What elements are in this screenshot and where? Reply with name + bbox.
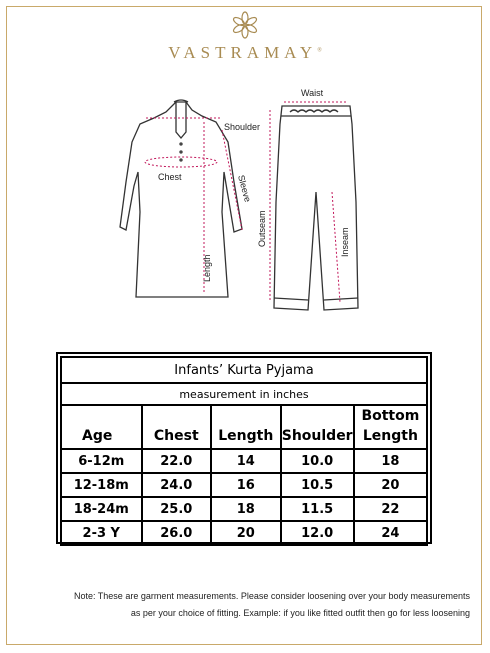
waist-label: Waist: [301, 88, 324, 98]
table-row: 18-24m 25.0 18 11.5 22: [61, 497, 427, 521]
outseam-label: Outseam: [257, 210, 267, 247]
note-line-2: as per your choice of fitting. Example: if you like fitted outfit then go for less loosening: [130, 608, 470, 618]
inseam-measure-line: [332, 192, 340, 302]
header-shoulder: Shoulder: [281, 405, 354, 449]
header-bottom-length: Bottom Length: [354, 405, 427, 449]
kurta-pyjama-diagram: [110, 82, 390, 327]
table-header-row: [61, 405, 427, 449]
flower-logo-icon: [230, 10, 260, 40]
header-age: Age: [61, 405, 142, 449]
header-chest: Chest: [142, 405, 212, 449]
table-title: Infants’ Kurta Pyjama: [61, 357, 427, 383]
table-row: 12-18m 24.0 16 10.5 20: [61, 473, 427, 497]
header-length: Length: [211, 405, 281, 449]
pyjama-outline: [274, 106, 358, 310]
shoulder-label: Shoulder: [224, 122, 261, 132]
chest-label: Chest: [158, 172, 182, 182]
table-subtitle: measurement in inches: [61, 383, 427, 405]
sleeve-label: Sleeve: [236, 173, 253, 204]
length-label: Length: [202, 254, 212, 282]
size-chart-table: [56, 352, 432, 544]
table-row: 2-3 Y 26.0 20 12.0 24: [61, 521, 427, 545]
fitting-note: [20, 588, 470, 622]
note-line-1: Note: These are garment measurements. Please consider loosening over your body measurements: [73, 591, 470, 601]
inseam-label: Inseam: [340, 227, 350, 257]
brand-logo: [0, 10, 490, 63]
table-row: 6-12m 22.0 14 10.0 18: [61, 449, 427, 473]
brand-name: VASTRAMAY®: [168, 43, 322, 62]
